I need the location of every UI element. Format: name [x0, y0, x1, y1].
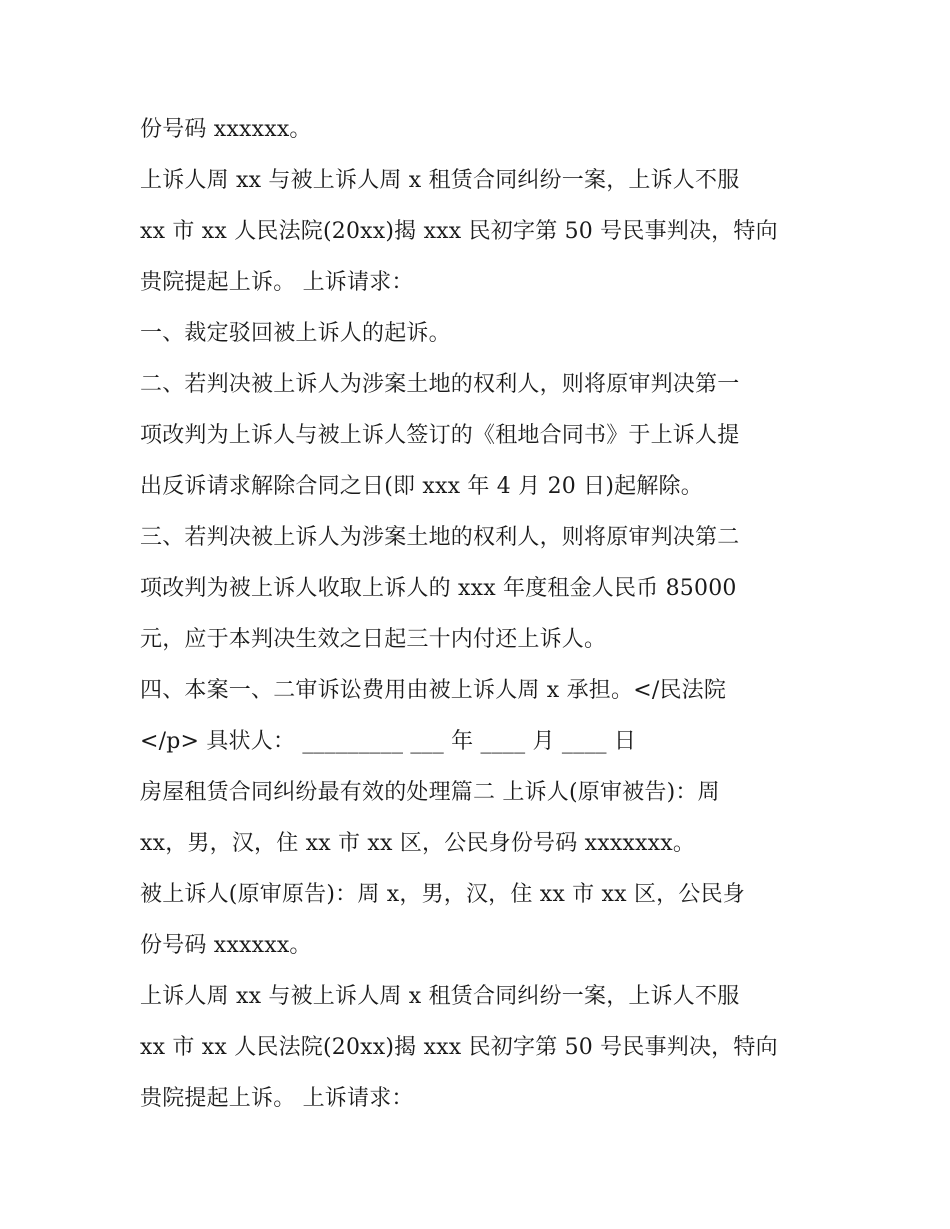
text-line: xx，男，汉，住 xx 市 xx 区，公民身份号码 xxxxxxx。	[140, 831, 696, 856]
text-line: 一、裁定驳回被上诉人的起诉。	[140, 321, 451, 346]
text-line: 贵院提起上诉。 上诉请求：	[140, 270, 414, 295]
text-line: 上诉人周 xx 与被上诉人周 x 租赁合同纠纷一案，上诉人不服	[140, 984, 740, 1009]
text-line: 项改判为被上诉人收取上诉人的 xxx 年度租金人民币 85000	[140, 576, 737, 601]
document-body	[140, 104, 820, 1124]
text-line: 房屋租赁合同纠纷最有效的处理篇二 上诉人(原审被告)：周	[140, 780, 720, 805]
text-line: 项改判为上诉人与被上诉人签订的《租地合同书》于上诉人提	[140, 423, 740, 448]
text-line: 上诉人周 xx 与被上诉人周 x 租赁合同纠纷一案，上诉人不服	[140, 168, 740, 193]
text-line: 二、若判决被上诉人为涉案土地的权利人，则将原审判决第一	[140, 372, 740, 397]
text-line: 三、若判决被上诉人为涉案土地的权利人，则将原审判决第二	[140, 525, 740, 550]
text-line: 元，应于本判决生效之日起三十内付还上诉人。	[140, 627, 607, 652]
text-line: 四、本案一、二审诉讼费用由被上诉人周 x 承担。</民法院	[140, 678, 727, 703]
text-line: xx 市 xx 人民法院(20xx)揭 xxx 民初字第 50 号民事判决，特向	[140, 219, 778, 244]
text-line: 出反诉请求解除合同之日(即 xxx 年 4 月 20 日)起解除。	[140, 474, 703, 499]
text-line: </p> 具状人： _________ ___ 年 ____ 月 ____ 日	[140, 729, 637, 754]
text-line: 贵院提起上诉。 上诉请求：	[140, 1086, 414, 1111]
text-line: 份号码 xxxxxx。	[140, 933, 312, 958]
text-line: 份号码 xxxxxx。	[140, 117, 312, 142]
text-line: xx 市 xx 人民法院(20xx)揭 xxx 民初字第 50 号民事判决，特向	[140, 1035, 778, 1060]
text-line: 被上诉人(原审原告)：周 x，男，汉，住 xx 市 xx 区，公民身	[140, 882, 745, 907]
